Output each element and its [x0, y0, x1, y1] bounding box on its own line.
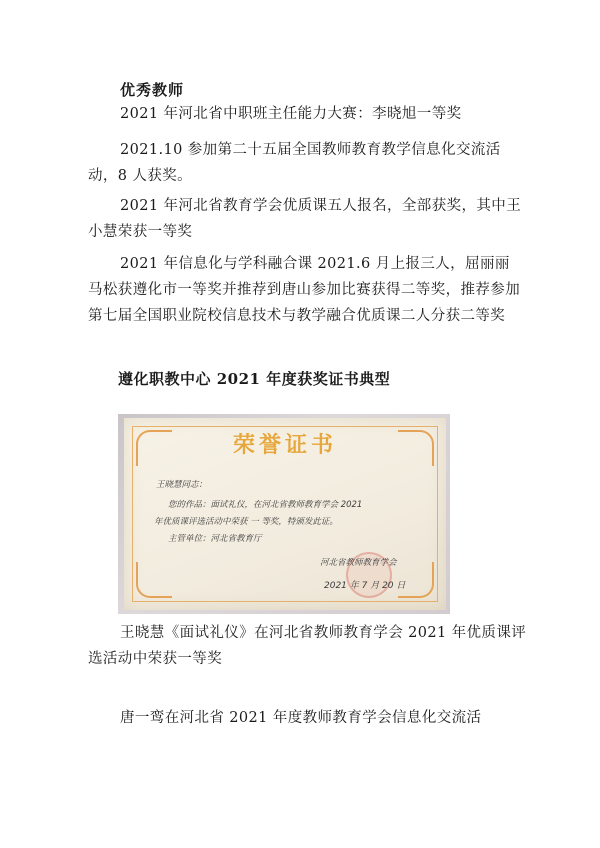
paragraph: 2021 年河北省教育学会优质课五人报名，全部获奖，其中王小慧荣获一等奖 [88, 198, 522, 240]
certificate-title: 荣誉证书 [232, 433, 337, 458]
photo-caption: 王晓慧《面试礼仪》在河北省教师教育学会 2021 年优质课评选活动中荣获一等奖 [88, 625, 527, 667]
certificate-section-heading: 遵化职教中心 2021 年度获奖证书典型 [118, 370, 391, 388]
paragraph: 唐一鸾在河北省 2021 年度教师教育学会信息化交流活 [120, 710, 482, 726]
certificate-photo [118, 414, 450, 614]
certificate-text-line: 年优质课评选活动中荣获 一 等奖，特颁发此证。 [154, 517, 338, 527]
certificate-paper [124, 418, 446, 610]
paragraph: 2021 年河北省中职班主任能力大赛：李晓旭一等奖 [120, 106, 462, 122]
certificate-text-line: 主管单位：河北省教育厅 [168, 534, 262, 544]
certificate-recipient: 王晓慧同志： [156, 480, 208, 490]
paragraph: 2021 年信息化与学科融合课 2021.6 月上报三人，屈丽丽 马松获遵化市一等奖并推荐到唐山参加比赛获得二等奖，推荐参加第七届全国职业院校信息技术与教学融合优质课二人分获二等奖 [88, 256, 521, 324]
certificate-date: 2021 年 7 月 20 日 [324, 581, 406, 591]
certificate-text-line: 您的作品：面试礼仪，在河北省教师教育学会 2021 [168, 500, 363, 510]
paragraph: 2021.10 参加第二十五届全国教师教育教学信息化交流活动，8 人获奖。 [88, 142, 501, 184]
section-heading: 优秀教师 [120, 81, 185, 99]
certificate-issuer: 河北省教师教育学会 [320, 558, 397, 568]
ornament-corner [136, 562, 172, 598]
